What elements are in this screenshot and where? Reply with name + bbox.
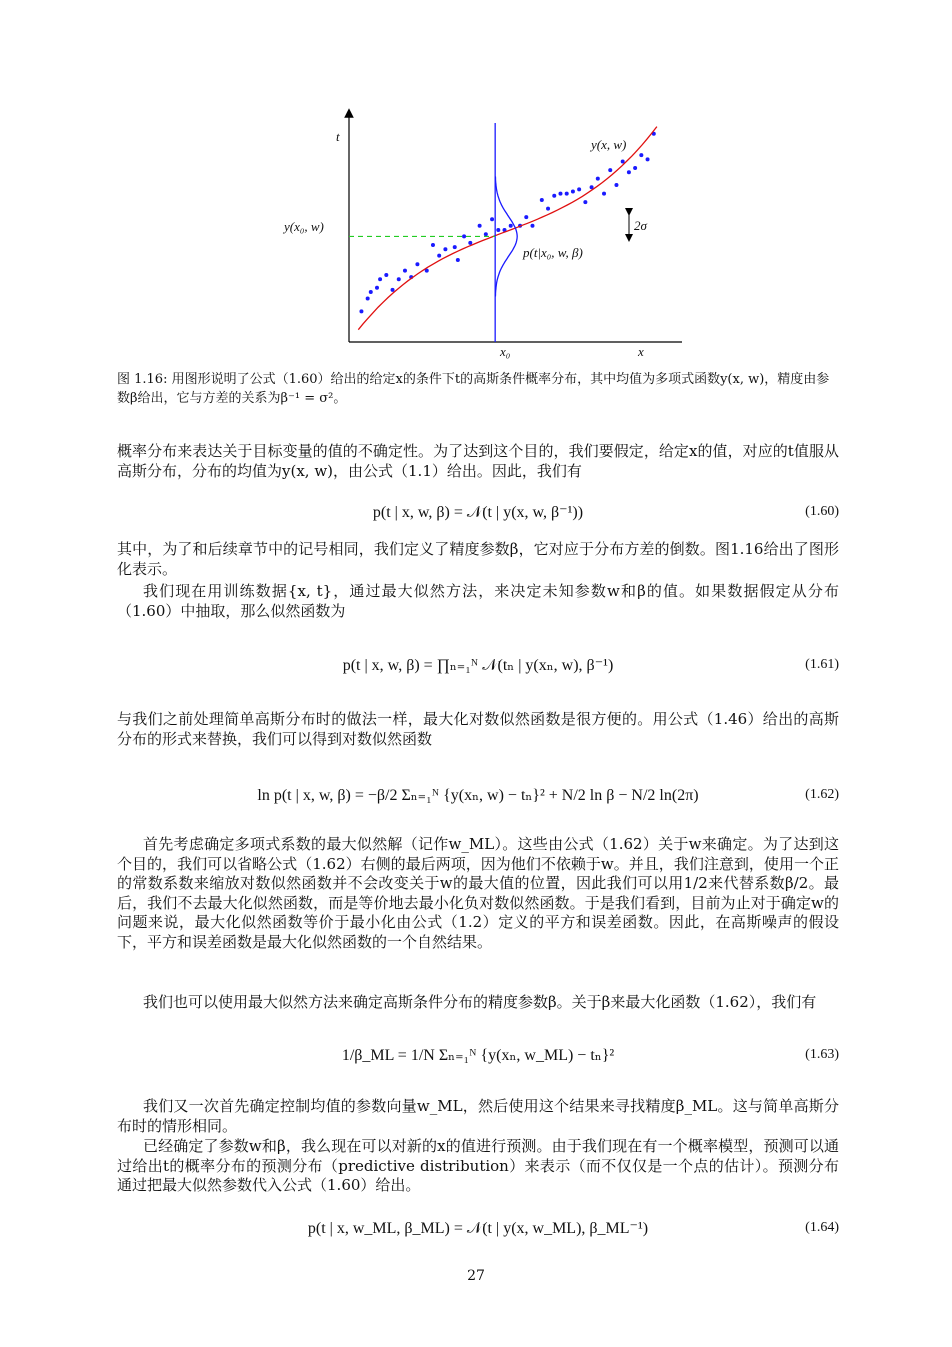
data-point xyxy=(391,288,395,292)
paragraph-7: 我们又一次首先确定控制均值的参数向量w_ML，然后使用这个结果来寻找精度β_ML。这与简单高斯分布时的情形相同。 xyxy=(117,1097,839,1135)
paragraph-5: 首先考虑确定多项式系数的最大似然解（记作w_ML）。这些由公式（1.62）关于w来确定。为了达到这个目的，我们可以省略公式（1.62）右侧的最后两项，因为他们不依赖于w。并且，我们注意到，使用一个正的常数系数来缩放对数似然函数并不会改变关于w的最大值的位置，因此我们可以用1/2来代替系数β/2。最后，我们不去最大化似然函数，而是等价地去最小化负对数似然函数。于是我们看到，目前为止对于确定w的问题来说，最大化似然函数等价于最小化由公式（1.2）定义的平方和误差函数。因此，在高斯噪声的假设下，平方和误差函数是最大化似然函数的一个自然结果。 xyxy=(117,835,839,951)
data-point xyxy=(571,189,575,193)
data-point xyxy=(524,215,528,219)
data-point xyxy=(608,168,612,172)
data-point xyxy=(540,198,544,202)
data-point xyxy=(443,247,447,251)
data-point xyxy=(375,286,379,290)
equation-number: (1.64) xyxy=(805,1220,839,1235)
data-point xyxy=(496,228,500,232)
data-point xyxy=(596,177,600,181)
equation-number: (1.61) xyxy=(805,657,839,672)
equation-body: p(t | x, w, β) = ∏ₙ₌₁ᴺ 𝒩(tₙ | y(xₙ, w), β⁻¹) xyxy=(342,657,614,674)
paragraph-1: 概率分布来表达关于目标变量的值的不确定性。为了达到这个目的，我们要假定，给定x的值，对应的t值服从高斯分布，分布的均值为y(x, w)，由公式（1.1）给出。因此，我们有 xyxy=(117,442,839,480)
data-point xyxy=(627,170,631,174)
equation-body: p(t | x, w, β) = 𝒩(t | y(x, w, β⁻¹)) xyxy=(372,504,584,521)
data-point xyxy=(462,234,466,238)
equation-number: (1.60) xyxy=(805,504,839,519)
paragraph-8: 已经确定了参数w和β，我么现在可以对新的x的值进行预测。由于我们现在有一个概率模型，预测可以通过给出t的概率分布的预测分布（predictive distribution）来表示（而不仅仅是一个点的估计）。预测分布通过把最大似然参数代入公式（1.60）给出。 xyxy=(117,1137,839,1194)
paragraph-3: 我们现在用训练数据{x, t}，通过最大似然方法，来决定未知参数w和β的值。如果数据假定从分布（1.60）中抽取，那么似然函数为 xyxy=(117,582,839,620)
x-axis-label: x xyxy=(638,344,644,359)
data-point xyxy=(565,192,569,196)
page-number: 27 xyxy=(467,1268,485,1284)
equation-number: (1.63) xyxy=(805,1047,839,1062)
equation-1-60 xyxy=(117,502,839,522)
data-point xyxy=(437,254,441,258)
curve-label: y(x, w) xyxy=(591,137,627,152)
data-point xyxy=(484,232,488,236)
data-point xyxy=(468,241,472,245)
paragraph-6: 我们也可以使用最大似然方法来确定高斯条件分布的精度参数β。关于β来最大化函数（1.62），我们有 xyxy=(143,993,817,1011)
sigma-label: 2σ xyxy=(634,218,647,233)
data-point xyxy=(490,217,494,221)
data-point xyxy=(397,277,401,281)
data-point xyxy=(530,224,534,228)
gaussian-density xyxy=(495,176,517,296)
data-point xyxy=(509,224,513,228)
equation-1-61 xyxy=(117,655,839,675)
data-points xyxy=(359,132,655,314)
data-point xyxy=(403,269,407,273)
density-label: p(t|x₀, w, β) xyxy=(523,245,583,260)
equation-1-63 xyxy=(117,1045,839,1065)
data-point xyxy=(577,187,581,191)
paragraph-2: 其中，为了和后续章节中的记号相同，我们定义了精度参数β，它对应于分布方差的倒数。图1.16给出了图形化表示。 xyxy=(117,540,839,578)
data-point xyxy=(546,207,550,211)
equation-body: p(t | x, w_ML, β_ML) = 𝒩(t | y(x, w_ML), β_ML⁻¹) xyxy=(307,1220,649,1237)
equation-1-64 xyxy=(117,1218,839,1238)
data-point xyxy=(614,183,618,187)
regression-curve xyxy=(358,127,657,330)
data-point xyxy=(369,290,373,294)
t-axis-label: t xyxy=(336,129,340,144)
data-point xyxy=(646,157,650,161)
data-point xyxy=(366,296,370,300)
data-point xyxy=(384,273,388,277)
data-point xyxy=(583,200,587,204)
paragraph-4: 与我们之前处理简单高斯分布时的做法一样，最大化对数似然函数是很方便的。用公式（1.46）给出的高斯分布的形式来替换，我们可以得到对数似然函数 xyxy=(117,710,839,748)
data-point xyxy=(558,192,562,196)
equation-body: ln p(t | x, w, β) = −β/2 Σₙ₌₁ᴺ {y(xₙ, w) − tₙ}² + N/2 ln β − N/2 ln(2π) xyxy=(257,787,699,804)
y-x0-label: y(x₀, w) xyxy=(284,219,324,234)
equation-1-62 xyxy=(117,785,839,805)
data-point xyxy=(431,243,435,247)
figure-caption: 图 1.16: 用图形说明了公式（1.60）给出的给定x的条件下t的高斯条件概率分布，其中均值为多项式函数y(x, w)，精度由参数β给出，它与方差的关系为β⁻¹ = σ²。 xyxy=(117,372,830,406)
data-point xyxy=(552,194,556,198)
equation-number: (1.62) xyxy=(805,787,839,802)
data-point xyxy=(378,277,382,281)
data-point xyxy=(478,224,482,228)
data-point xyxy=(602,192,606,196)
data-point xyxy=(633,166,637,170)
data-point xyxy=(415,262,419,266)
data-point xyxy=(456,258,460,262)
figure-1-16 xyxy=(270,105,690,367)
data-point xyxy=(639,153,643,157)
plot-svg xyxy=(270,105,690,367)
data-point xyxy=(453,245,457,249)
x0-tick-label: x₀ xyxy=(500,344,511,359)
data-point xyxy=(359,309,363,313)
equation-body: 1/β_ML = 1/N Σₙ₌₁ᴺ {y(xₙ, w_ML) − tₙ}² xyxy=(341,1047,615,1064)
